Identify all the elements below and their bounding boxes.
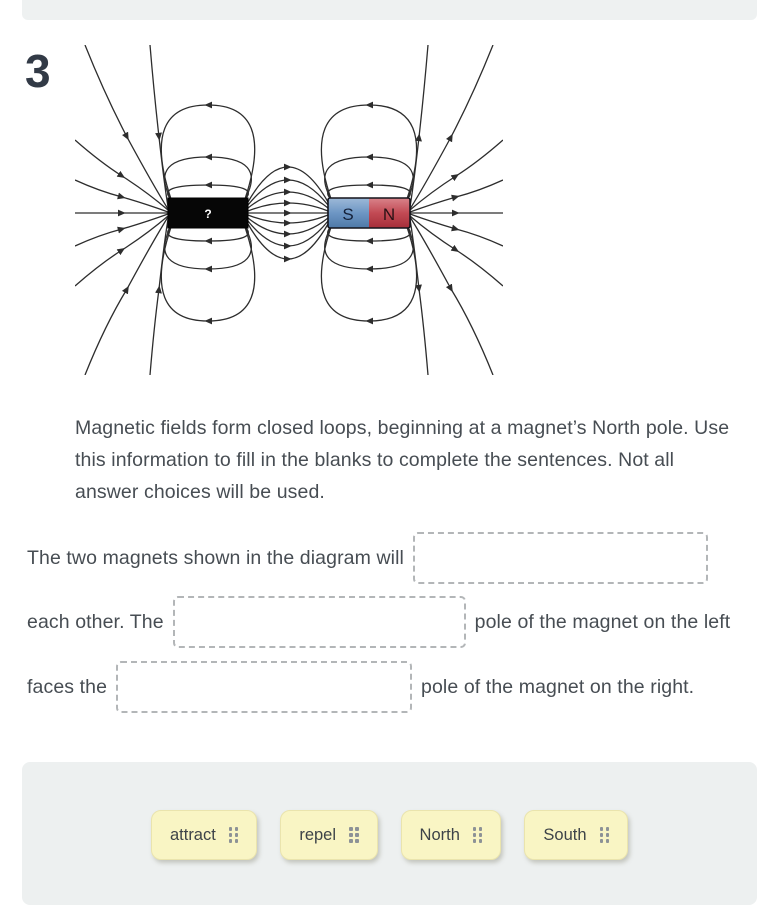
left-magnet-label: ? [204,207,212,221]
answer-chip-row [22,810,757,860]
field-line [165,157,252,199]
blank-dropzone-2[interactable] [173,596,466,648]
field-line [85,45,168,209]
field-line [325,157,414,199]
magnetic-field-diagram [75,45,503,375]
drag-handle-icon[interactable] [349,827,359,843]
drag-handle-icon[interactable] [473,827,483,843]
field-line [410,140,503,210]
field-line [328,185,411,199]
sentence-3-text-before: faces the [27,675,108,698]
field-line [168,185,249,199]
previous-section-divider [22,0,757,20]
answer-chip-attract[interactable] [151,810,257,860]
sentence-3-text-after: pole of the magnet on the right. [421,675,695,698]
instruction-text: Magnetic fields form closed loops, beginning at a magnet’s North pole. Use this information to fill in the blanks to complete the sentences. Not all answer choices will be used. [75,416,730,503]
right-magnet [328,198,410,228]
field-lines-group [75,45,503,375]
field-line [248,192,328,208]
answer-bank-panel [22,762,757,905]
south-pole-label: S [342,205,354,224]
answer-chip-repel[interactable] [280,810,377,860]
field-line [328,227,411,241]
left-magnet [168,198,248,228]
field-line [248,218,328,234]
field-line [248,167,328,202]
answer-chip-north[interactable] [401,810,502,860]
field-line [248,215,328,223]
blank-dropzone-3[interactable] [116,661,412,713]
field-line [248,224,328,259]
chip-label: North [419,825,460,844]
question-number: 3 [25,45,51,97]
field-line [325,227,414,269]
field-line [168,227,249,241]
field-line [165,227,252,269]
answer-chip-south[interactable] [524,810,628,860]
sentence-1-text: The two magnets shown in the diagram will [27,546,404,569]
chip-label: repel [299,825,337,844]
chip-label: South [543,825,587,844]
sentence-2-text-after: pole of the magnet on the left [474,610,731,633]
field-line [85,217,168,375]
north-pole-label: N [382,205,396,224]
field-line [248,203,328,211]
sentence-row-2 [27,595,730,649]
sentence-row-3 [27,660,694,714]
drag-handle-icon[interactable] [229,827,239,843]
chip-label: attract [169,825,216,844]
field-line [410,45,493,209]
field-line [410,217,493,375]
blank-dropzone-1[interactable] [413,532,708,584]
field-line [410,216,503,286]
sentence-row-1 [27,531,708,585]
drag-handle-icon[interactable] [600,827,610,843]
field-line [75,140,168,210]
sentence-2-text-before: each other. The [27,610,164,633]
field-line [75,216,168,286]
